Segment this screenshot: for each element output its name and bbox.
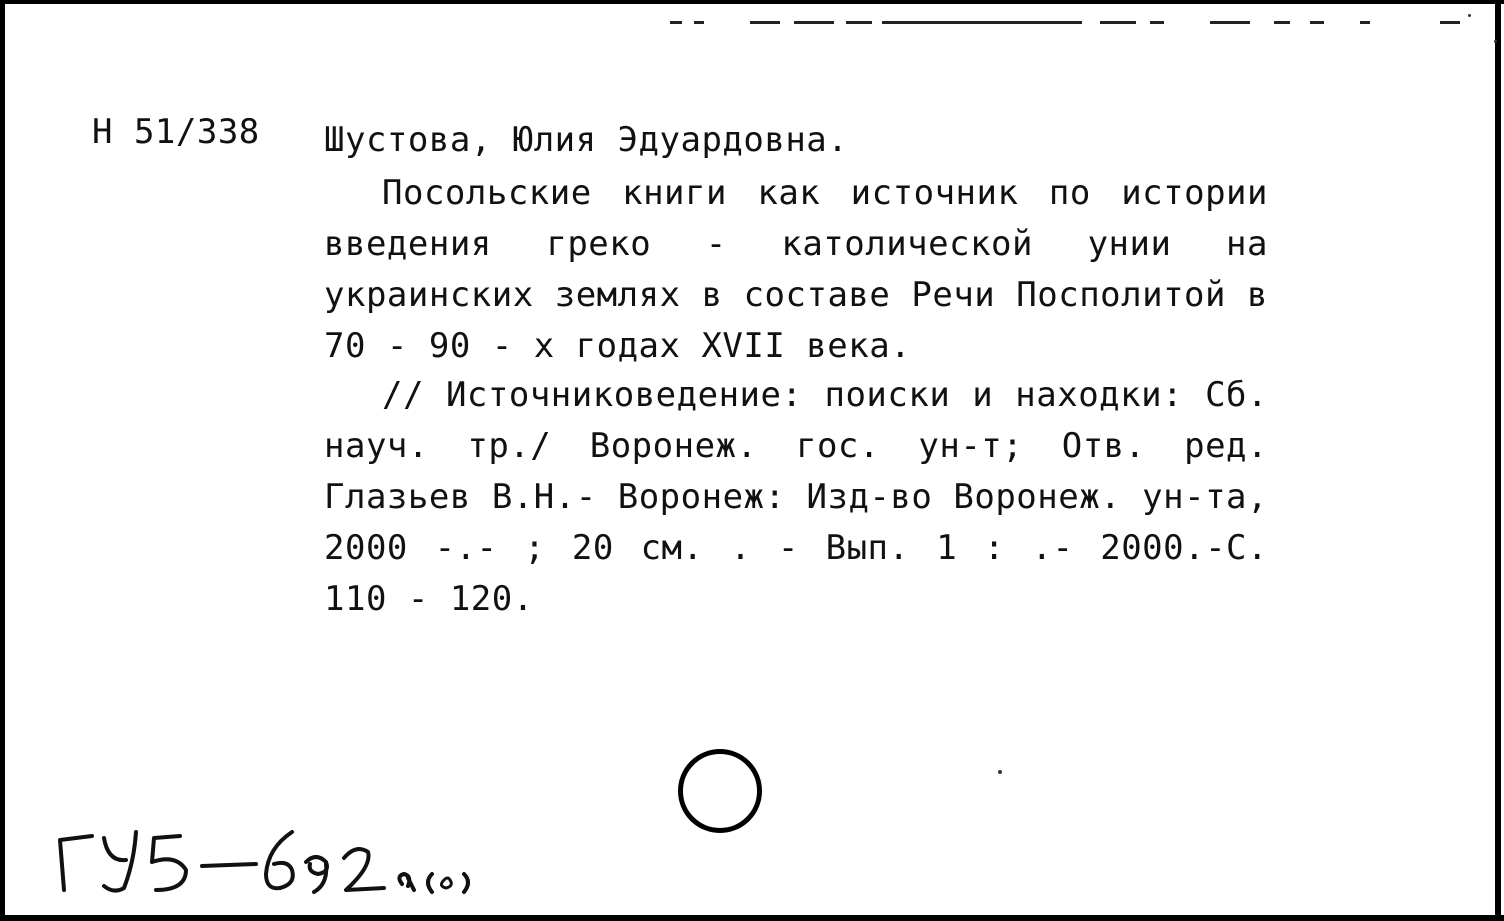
handwritten-inventory-number — [52, 818, 522, 898]
author-heading: Шустова, Юлия Эдуардовна. — [324, 120, 849, 160]
title-paragraph: Посольские книги как источник по истории введения греко - католической унии на украинских землях в составе Речи Посполитой в 70 - 90 - х годах XVII века. — [324, 173, 1268, 366]
shelfmark: Н 51/338 — [92, 112, 260, 152]
scan-speck — [1468, 14, 1471, 17]
punch-hole-icon — [678, 749, 762, 833]
card-bottom-edge — [0, 915, 1504, 921]
card-left-edge — [0, 0, 5, 921]
card-right-edge — [1495, 0, 1501, 921]
scan-noise-dashes — [670, 21, 1470, 25]
source-paragraph: // Источниковедение: поиски и находки: Сб. науч. тр./ Воронеж. гос. ун-т; Отв. ред. Глазьев В.Н.- Воронеж: Изд-во Воронеж. ун-та, 2000 -.- ; 20 см. . - Вып. 1 : .- 2000.-С. 110 - 120. — [324, 375, 1268, 619]
card-top-edge — [0, 0, 1504, 4]
scan-speck — [998, 770, 1002, 774]
scan-speck — [1494, 40, 1497, 43]
